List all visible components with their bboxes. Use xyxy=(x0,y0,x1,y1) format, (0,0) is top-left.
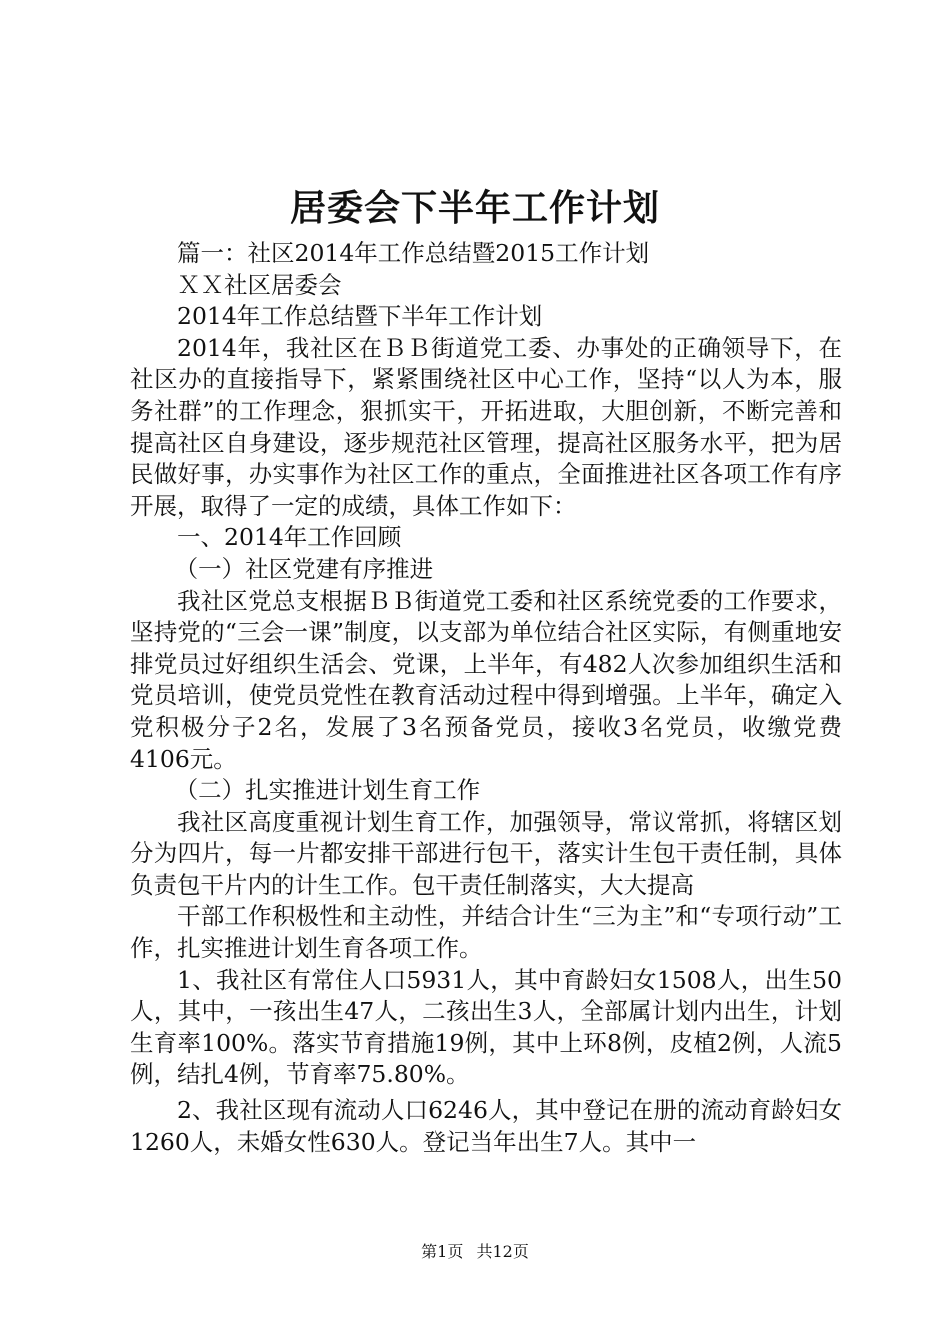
paragraph-item-2: 2、我社区现有流动人口6246人，其中登记在册的流动育龄妇女1260人，未婚女性630人。登记当年出生7人。其中一 xyxy=(130,1096,842,1156)
section-heading-review: 一、2014年工作回顾 xyxy=(177,523,402,552)
paragraph-heading: 2014年工作总结暨下半年工作计划 xyxy=(177,302,543,331)
paragraph-party-building: 我社区党总支根据ＢＢ街道党工委和社区系统党委的工作要求，坚持党的“三会一课”制度，以支部为单位结合社区实际，有侧重地安排党员过好组织生活会、党课，上半年，有482人次参加组织生活和党员培训，使党员党性在教育活动过程中得到增强。上半年，确定入党积极分子2名，发展了3名预备党员，接收3名党员，收缴党费4106元。 xyxy=(130,586,842,773)
page-total: 共12页 xyxy=(476,1242,529,1261)
paragraph-subtitle: 篇一：社区2014年工作总结暨2015工作计划 xyxy=(177,239,650,267)
paragraph-organization: ＸＸ社区居委会 xyxy=(177,270,342,299)
paragraph-family-planning: 我社区高度重视计划生育工作，加强领导，常议常抓，将辖区划分为四片，每一片都安排干部进行包干，落实计生包干责任制，具体负责包干片内的计生工作。包干责任制落实，大大提高 xyxy=(130,807,842,899)
page-footer xyxy=(0,1242,950,1262)
paragraph-intro: 2014年，我社区在ＢＢ街道党工委、办事处的正确领导下，在社区办的直接指导下，紧紧围绕社区中心工作，坚持“以人为本，服务社群”的工作理念，狠抓实干，开拓进取，大胆创新，不断完善和提高社区自身建设，逐步规范社区管理，提高社区服务水平，把为居民做好事，办实事作为社区工作的重点，全面推进社区各项工作有序开展，取得了一定的成绩，具体工作如下： xyxy=(130,333,842,520)
paragraph-item-1: 1、我社区有常住人口5931人，其中育龄妇女1508人，出生50人，其中，一孩出生47人，二孩出生3人，全部属计划内出生，计划生育率100%。落实节育措施19例，其中上环8例，皮植2例，人流5例，结扎4例，节育率75.80%。 xyxy=(130,965,842,1089)
paragraph-family-planning-cont: 干部工作积极性和主动性，并结合计生“三为主”和“专项行动”工作，扎实推进计划生育各项工作。 xyxy=(130,902,842,963)
document-title: 居委会下半年工作计划 xyxy=(289,187,660,229)
page-number: 第1页 xyxy=(421,1242,464,1261)
document-body xyxy=(130,238,842,1158)
subsection-heading-party: （一）社区党建有序推进 xyxy=(174,554,434,583)
subsection-heading-family-planning: （二）扎实推进计划生育工作 xyxy=(174,776,481,805)
